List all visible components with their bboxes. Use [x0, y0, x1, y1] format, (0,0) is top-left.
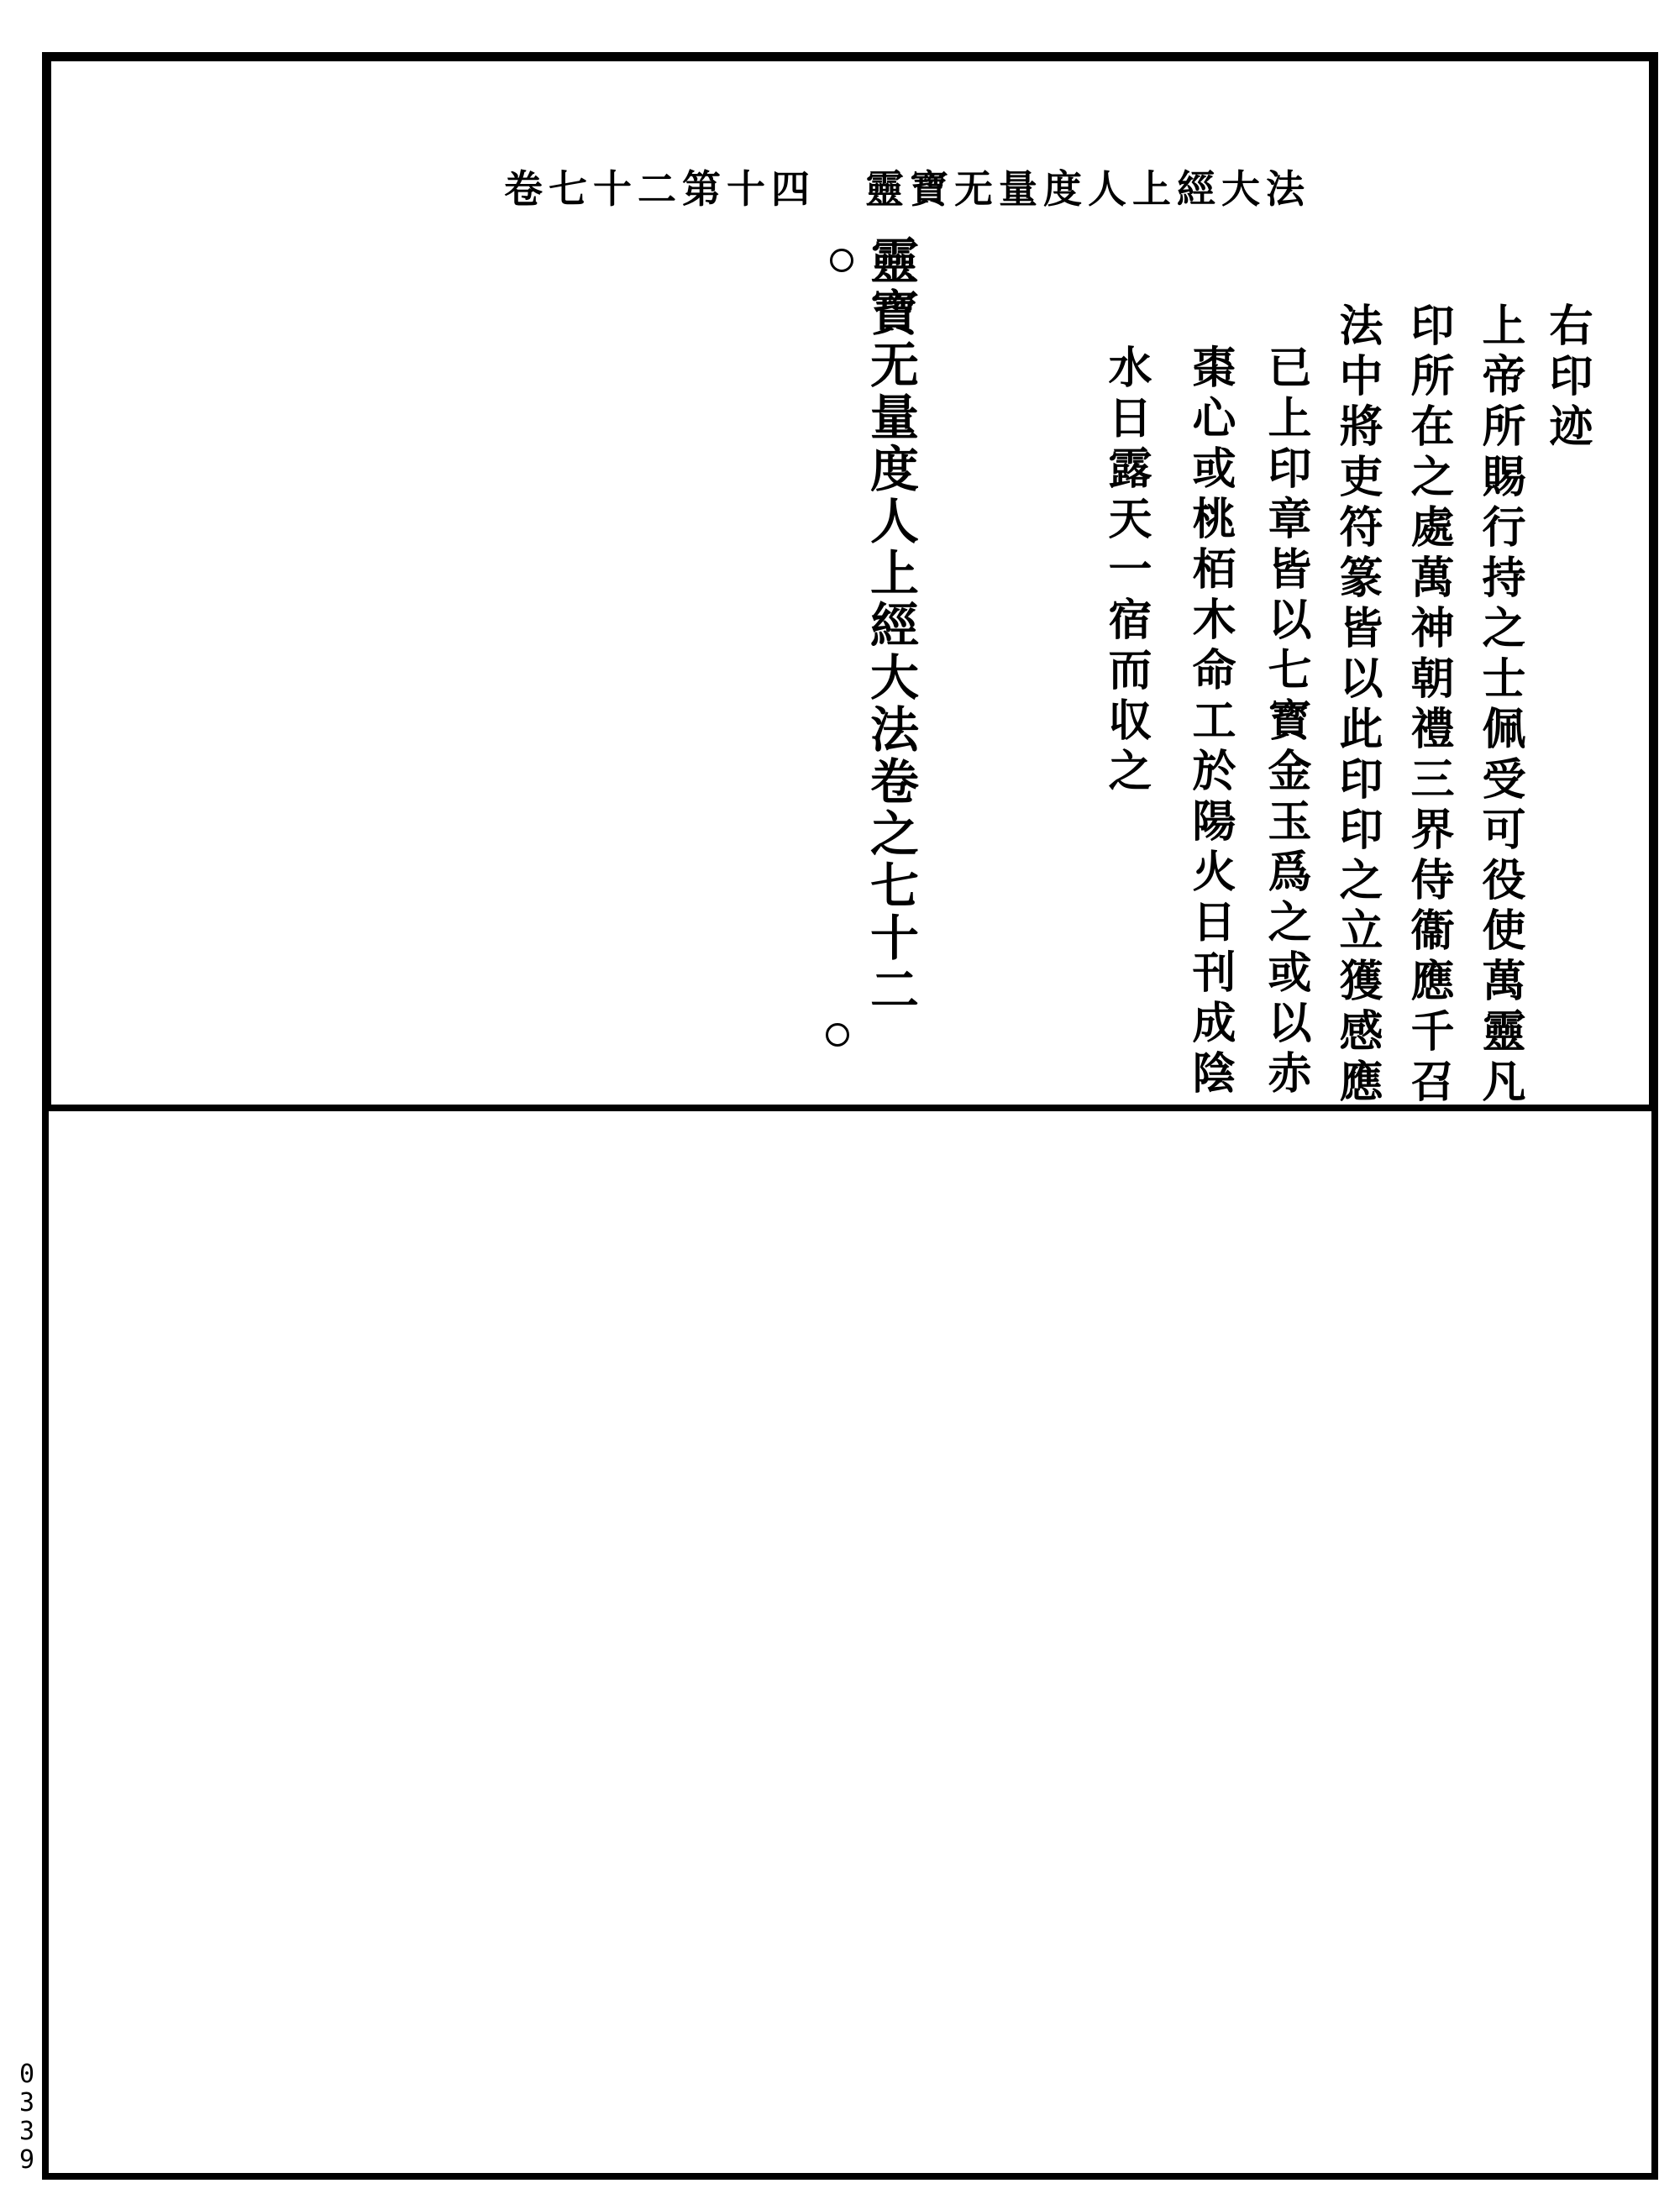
header-volume: 卷七十二第十四: [504, 166, 816, 212]
text-column-7: 水日露天一宿而収之: [1100, 344, 1152, 798]
text-column-2: 上帝所賜行持之士佩受可役使萬靈凡: [1474, 302, 1525, 1109]
text-column-6: 棗心或桃栢木命工於陽火日刊成陰: [1184, 344, 1236, 1100]
page-header: [504, 164, 1310, 214]
closing-title: 靈寶无量度人上經大法卷之七十二: [862, 235, 919, 1016]
text-column-3: 印所在之處萬神朝禮三界侍衞應千召: [1403, 302, 1454, 1109]
section-end-circle-icon: [826, 1023, 849, 1047]
header-book-title: 靈寶无量度人上經大法: [865, 166, 1310, 212]
text-column-1: 右印迹: [1541, 302, 1593, 454]
page-number: 0339: [18, 2060, 35, 2175]
section-mark-circle-icon: [830, 249, 853, 272]
text-column-4: 法中將吏符篆皆以此印印之立獲感應: [1331, 302, 1383, 1109]
text-column-5: 已上印章皆以七寳金玉爲之或以赤: [1260, 344, 1311, 1100]
